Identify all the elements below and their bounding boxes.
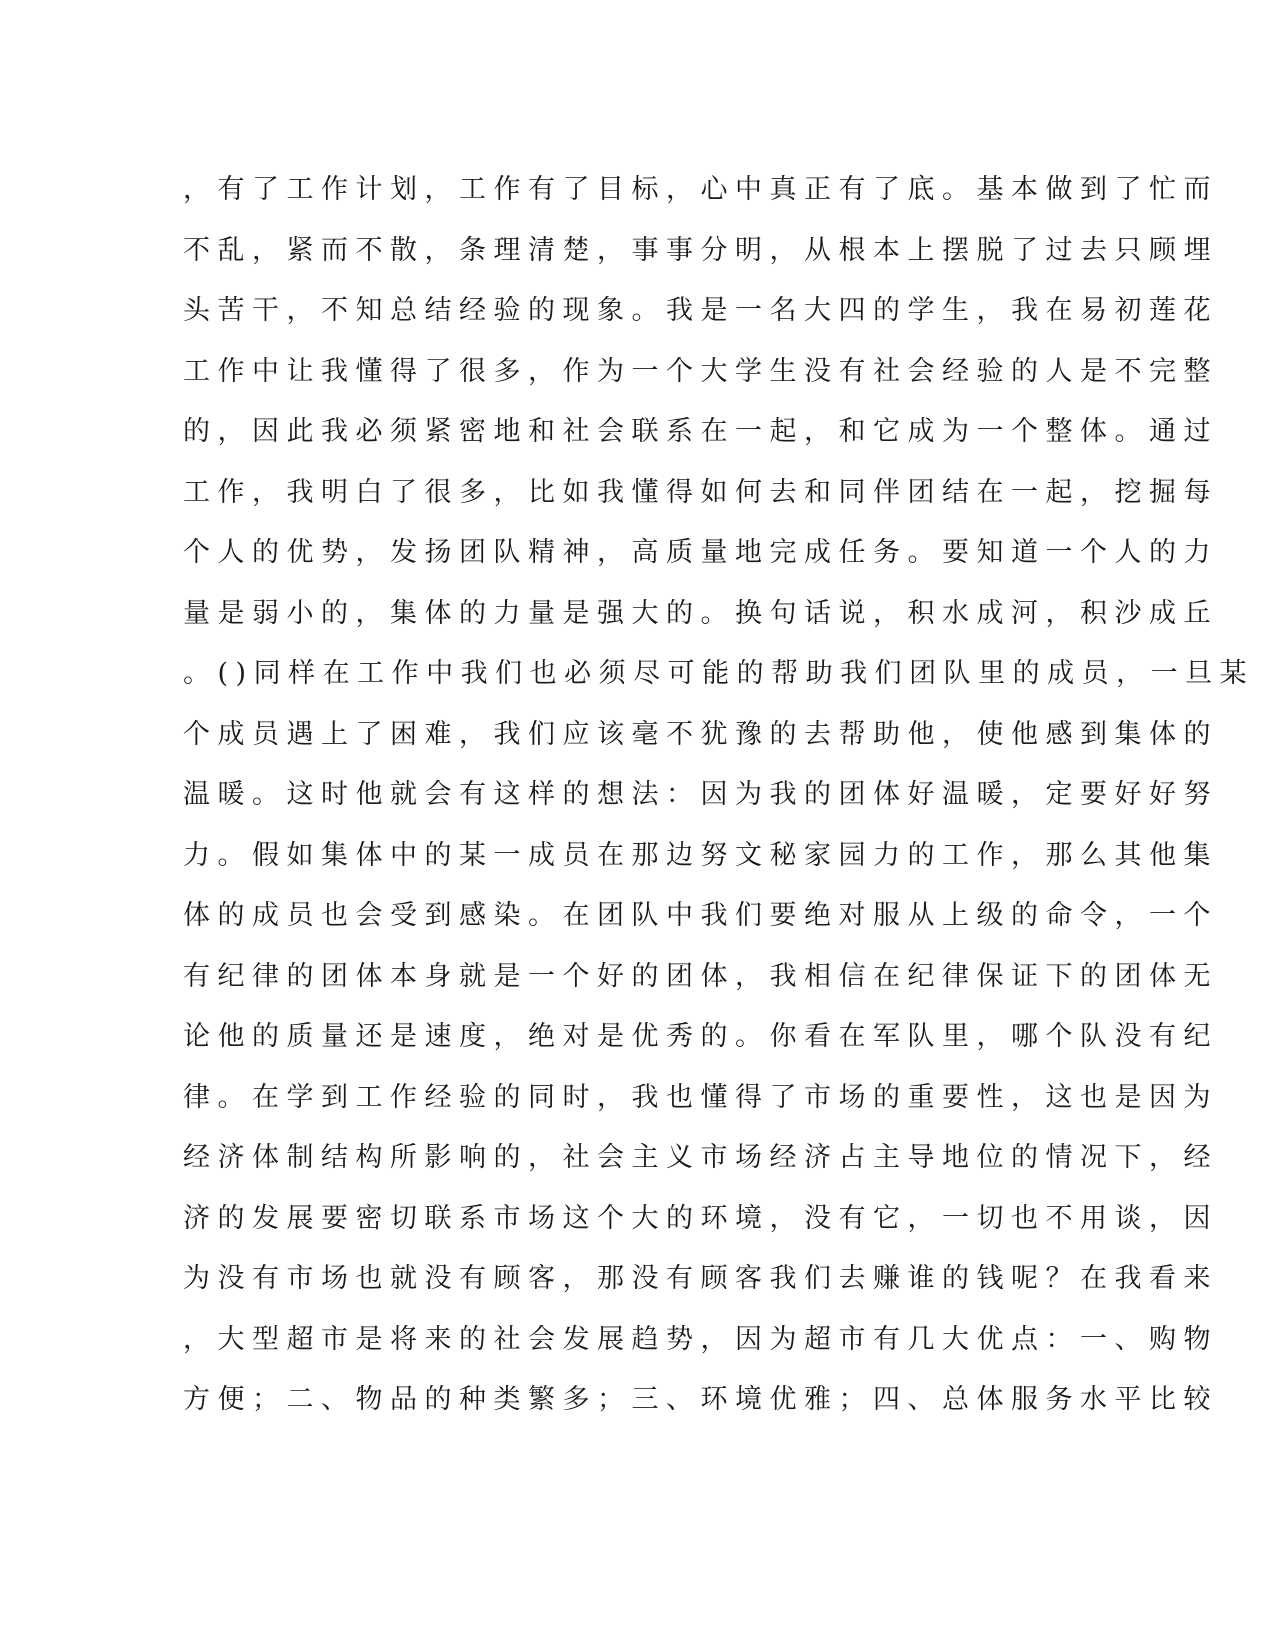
text-line-8: 量是弱小的，集体的力量是强大的。换句话说，积水成河，积沙成丘: [183, 597, 1218, 629]
text-line-12: 力。假如集体中的某一成员在那边努文秘家园力的工作，那么其他集: [183, 839, 1218, 871]
text-line-5: 的，因此我必须紧密地和社会联系在一起，和它成为一个整体。通过: [183, 416, 1218, 447]
text-line-10: 个成员遇上了困难，我们应该毫不犹豫的去帮助他，使他感到集体的: [183, 718, 1218, 750]
text-line-19: 为没有市场也就没有顾客，那没有顾客我们去赚谁的钱呢？在我看来: [183, 1263, 1218, 1294]
text-line-15: 论他的质量还是速度，绝对是优秀的。你看在军队里，哪个队没有纪: [183, 1021, 1218, 1052]
text-line-17: 经济体制结构所影响的，社会主义市场经济占主导地位的情况下，经: [183, 1142, 1218, 1173]
text-line-16: 律。在学到工作经验的同时，我也懂得了市场的重要性，这也是因为: [183, 1081, 1218, 1113]
text-line-6: 工作，我明白了很多，比如我懂得如何去和同伴团结在一起，挖掘每: [183, 476, 1218, 508]
text-line-1: ，有了工作计划，工作有了目标，心中真正有了底。基本做到了忙而: [183, 174, 1218, 205]
text-line-4: 工作中让我懂得了很多，作为一个大学生没有社会经验的人是不完整: [183, 355, 1218, 387]
text-line-18: 济的发展要密切联系市场这个大的环境，没有它，一切也不用谈，因: [183, 1202, 1218, 1234]
body-text: [183, 160, 1255, 1431]
text-line-20: ，大型超市是将来的社会发展趋势，因为超市有几大优点：一、购物: [183, 1323, 1218, 1355]
text-line-2: 不乱，紧而不散，条理清楚，事事分明，从根本上摆脱了过去只顾埋: [183, 234, 1218, 266]
text-line-11: 温暖。这时他就会有这样的想法：因为我的团体好温暖，定要好好努: [183, 779, 1218, 810]
text-line-13: 体的成员也会受到感染。在团队中我们要绝对服从上级的命令，一个: [183, 900, 1218, 931]
text-line-14: 有纪律的团体本身就是一个好的团体，我相信在纪律保证下的团体无: [183, 960, 1218, 992]
text-line-3: 头苦干，不知总结经验的现象。我是一名大四的学生，我在易初莲花: [183, 295, 1218, 326]
text-line-21: 方便；二、物品的种类繁多；三、环境优雅；四、总体服务水平比较: [183, 1384, 1218, 1415]
text-line-9: 。()同样在工作中我们也必须尽可能的帮助我们团队里的成员，一旦某: [183, 658, 1255, 689]
text-line-7: 个人的优势，发扬团队精神，高质量地完成任务。要知道一个人的力: [183, 537, 1218, 568]
